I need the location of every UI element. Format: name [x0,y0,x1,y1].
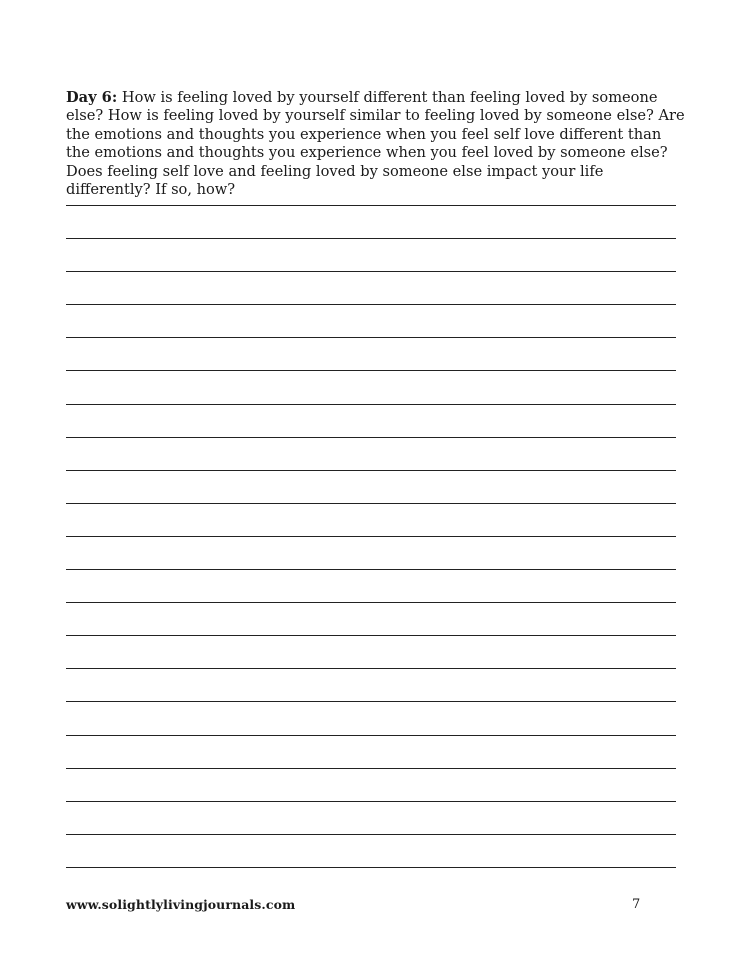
writing-line [66,437,676,438]
writing-line [66,735,676,736]
writing-line [66,668,676,669]
prompt-question: How is feeling loved by yourself different than feeling loved by someone else? How is feeling loved by yourself similar to feeling loved by someone else? Are the emotions and thoughts you experience when you feel self love different than the emotions and thoughts you experience when you feel loved by someone else? Does feeling self love and feeling loved by someone else impact your life differently? If so, how? [66,89,685,199]
writing-line [66,503,676,504]
writing-line [66,768,676,769]
writing-lines [66,205,676,868]
writing-line [66,304,676,305]
journal-prompt [66,89,686,199]
writing-line [66,205,676,206]
writing-line [66,536,676,537]
writing-line [66,867,676,868]
writing-line [66,404,676,405]
writing-line [66,271,676,272]
writing-line [66,337,676,338]
writing-line [66,470,676,471]
writing-line [66,602,676,603]
writing-line [66,370,676,371]
writing-line [66,238,676,239]
writing-line [66,635,676,636]
day-label: Day 6: [66,89,118,106]
footer-website-url: www.solightlylivingjournals.com [66,897,296,912]
writing-line [66,569,676,570]
writing-line [66,801,676,802]
page-number: 7 [632,897,641,912]
writing-line [66,834,676,835]
writing-line [66,701,676,702]
